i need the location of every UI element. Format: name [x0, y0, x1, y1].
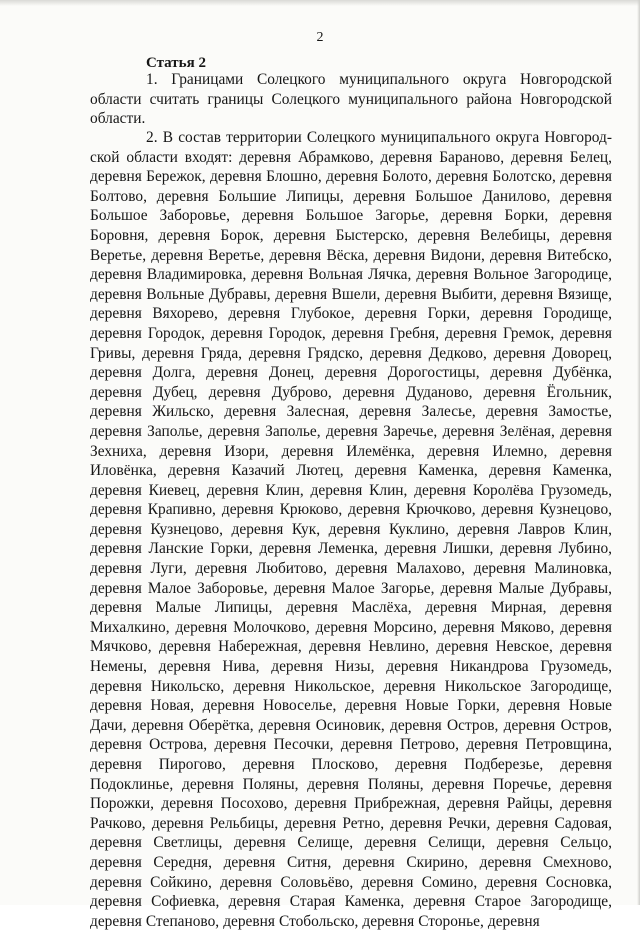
scan-edge-shadow: [0, 0, 640, 6]
paragraph-territory-list: 2. В состав территории Солецкого муниципального округа Новгородской области входят: деревня Абрамково, деревня Бараново, деревня Белец, деревня Бережок, деревня Блошно, деревня Болото, деревня Болотско, деревня Болтово, деревня Большие Липицы, деревня Большое Данилово, деревня Большое Заборовье, деревня Большое Загорье, деревня Борки, деревня Боровня, деревня Борок, деревня Быстерско, деревня Велебицы, деревня Веретье, деревня Веретье, деревня Вёска, деревня Видони, деревня Витебско, деревня Владимировка, деревня Вольная Лячка, деревня Вольное Загородице, деревня Вольные Дубравы, деревня Вшели, деревня Выбити, деревня Вязище, деревня Вяхорево, деревня Глубокое, деревня Горки, деревня Городище, деревня Городок, деревня Городок, деревня Гребня, деревня Гремок, деревня Гривы, деревня Гряда, деревня Грядско, деревня Дедково, деревня Доворец, деревня Долга, деревня Донец, деревня Дорогостицы, деревня Дубёнка, деревня Дубец, деревня Дуброво, деревня Дуданово, деревня Ёгольник, деревня Жильско, деревня Залесная, деревня Залесье, деревня Замостье, деревня Заполье, деревня Заполье, деревня Заречье, деревня Зелёная, деревня Зехниха, деревня Изори, деревня Илемёнка, деревня Илемно, деревня Иловёнка, деревня Казачий Лютец, деревня Каменка, деревня Каменка, деревня Киевец, деревня Клин, деревня Клин, деревня Королёва Грузомедь, деревня Крапивно, деревня Крюково, деревня Крючково, деревня Кузнецово, деревня Кузнецово, деревня Кук, деревня Куклино, деревня Лавров Клин, деревня Ланские Горки, деревня Леменка, деревня Лишки, деревня Лубино, деревня Луги, деревня Любитово, деревня Малахово, деревня Малиновка, деревня Малое Заборовье, деревня Малое Загорье, деревня Малые Дубравы, деревня Малые Липицы, деревня Маслёха, деревня Мирная, деревня Михалкино, деревня Молочково, деревня Морсино, деревня Мяково, деревня Мячково, деревня Набережная, деревня Невлино, деревня Невское, деревня Немены, деревня Нива, деревня Низы, деревня Никандрова Грузомедь, деревня Никольско, деревня Никольское, деревня Никольское Загородище, деревня Новая, деревня Новоселье, деревня Новые Горки, деревня Новые Дачи, деревня Оберётка, деревня Осиновик, деревня Остров, деревня Остров, деревня Острова, деревня Песочки, деревня Петрово, деревня Петровщина, деревня Пирогово, деревня Плосково, деревня Подберезье, деревня Подоклинье, деревня Поляны, деревня Поляны, деревня Поречье, деревня Порожки, деревня Посохово, деревня Прибрежная, деревня Райцы, деревня Рачково, деревня Рельбицы, деревня Ретно, деревня Речки, деревня Садовая, деревня Светлицы, деревня Селище, деревня Селищи, деревня Сельцо, деревня Середня, деревня Ситня, деревня Скирино, деревня Смехново, деревня Сойкино, деревня Соловьёво, деревня Сомино, деревня Сосновка, деревня Софиевка, деревня Старая Каменка, деревня Старое Загородище, деревня Степаново, деревня Стобольско, деревня Сторонье, деревня: [90, 129, 612, 930]
article-heading: Статья 2: [146, 55, 206, 71]
paragraph-boundaries: 1. Границами Солецкого муниципального округа Новгородской области считать границы Солецкого муниципального района Новгородской области.: [90, 71, 612, 128]
page-number: 2: [316, 30, 324, 45]
